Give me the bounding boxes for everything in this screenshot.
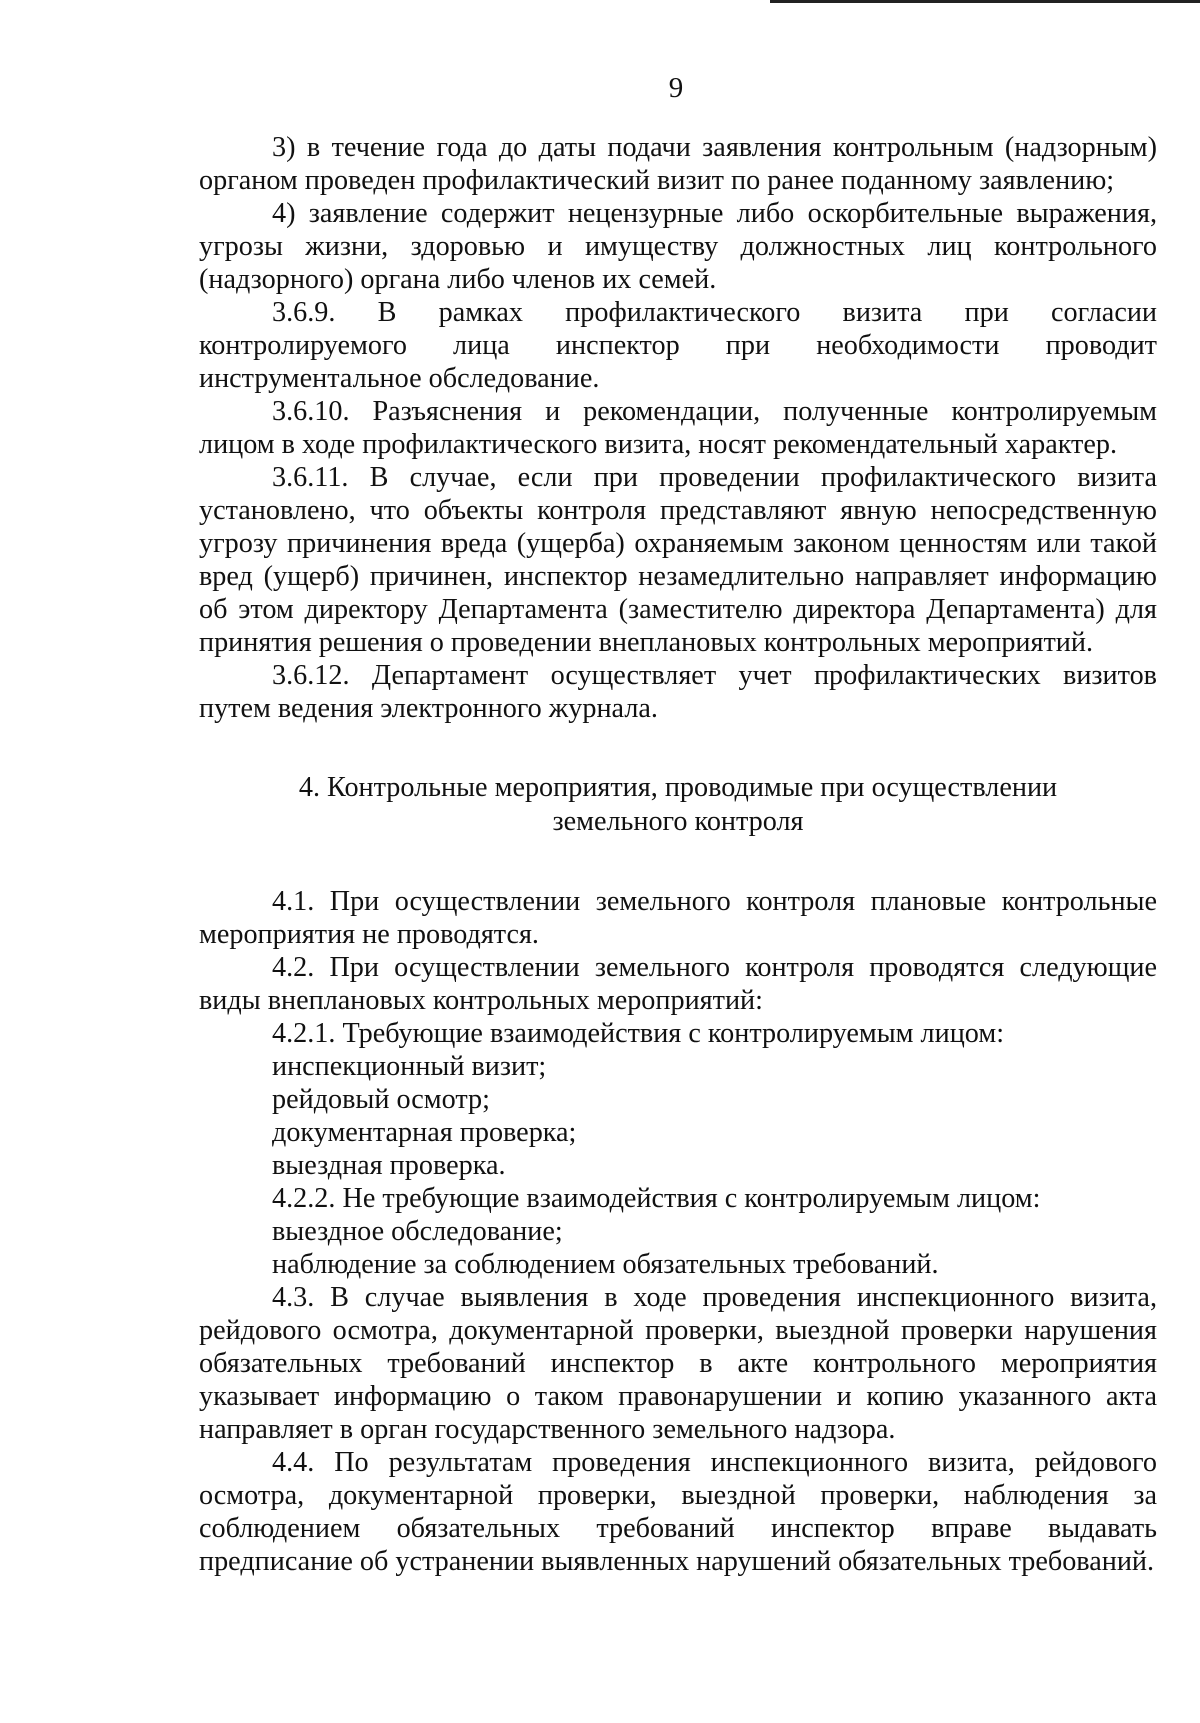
list-item-inspection-visit: инспекционный визит; bbox=[272, 1051, 547, 1082]
list-item-compliance-monitoring: наблюдение за соблюдением обязательных требований. bbox=[272, 1249, 939, 1280]
paragraph-3-6-10: 3.6.10. Разъяснения и рекомендации, полученные контролируемым лицом в ходе профилактического визита, носят рекомендательный характер. bbox=[199, 396, 1157, 460]
list-item-field-survey: выездное обследование; bbox=[272, 1216, 563, 1247]
list-item-documentary-check: документарная проверка; bbox=[272, 1117, 577, 1148]
page-number: 9 bbox=[668, 72, 684, 104]
paragraph-item-4: 4) заявление содержит нецензурные либо оскорбительные выражения, угрозы жизни, здоровью и имуществу должностных лиц контрольного (надзорного) органа либо членов их семей. bbox=[199, 198, 1157, 295]
section-4-heading-line-1: 4. Контрольные мероприятия, проводимые при осуществлении bbox=[298, 772, 1058, 803]
paragraph-3-6-12: 3.6.12. Департамент осуществляет учет профилактических визитов путем ведения электронного журнала. bbox=[199, 660, 1157, 724]
paragraph-3-6-11: 3.6.11. В случае, если при проведении профилактического визита установлено, что объекты контроля представляют явную непосредственную угрозу причинения вреда (ущерба) охраняемым законом ценностям или такой вред (ущерб) причинен, инспектор незамедлительно направляет информацию об этом директору Департамента (заместителю директора Департамента) для принятия решения о проведении внеплановых контрольных мероприятий. bbox=[199, 462, 1157, 658]
top-border-line bbox=[770, 0, 1200, 3]
paragraph-4-4: 4.4. По результатам проведения инспекционного визита, рейдового осмотра, документарной проверки, выездной проверки, наблюдения за соблюдением обязательных требований инспектор вправе выдавать предписание об устранении выявленных нарушений обязательных требований. bbox=[199, 1447, 1157, 1577]
paragraph-4-2: 4.2. При осуществлении земельного контроля проводятся следующие виды внеплановых контрольных мероприятий: bbox=[199, 952, 1157, 1016]
paragraph-4-2-2: 4.2.2. Не требующие взаимодействия с контролируемым лицом: bbox=[272, 1183, 1041, 1214]
paragraph-4-1: 4.1. При осуществлении земельного контроля плановые контрольные мероприятия не проводятся. bbox=[199, 886, 1157, 950]
paragraph-item-3: 3) в течение года до даты подачи заявления контрольным (надзорным) органом проведен профилактический визит по ранее поданному заявлению; bbox=[199, 132, 1157, 196]
section-4-heading-line-2: земельного контроля bbox=[552, 806, 804, 837]
list-item-raid-inspection: рейдовый осмотр; bbox=[272, 1084, 490, 1115]
document-body bbox=[199, 131, 1157, 1578]
list-item-field-check: выездная проверка. bbox=[272, 1150, 506, 1181]
paragraph-3-6-9: 3.6.9. В рамках профилактического визита при согласии контролируемого лица инспектор при необходимости проводит инструментальное обследование. bbox=[199, 297, 1157, 394]
paragraph-4-3: 4.3. В случае выявления в ходе проведения инспекционного визита, рейдового осмотра, документарной проверки, выездной проверки нарушения обязательных требований инспектор в акте контрольного мероприятия указывает информацию о таком правонарушении и копию указанного акта направляет в орган государственного земельного надзора. bbox=[199, 1282, 1157, 1445]
paragraph-4-2-1: 4.2.1. Требующие взаимодействия с контролируемым лицом: bbox=[272, 1018, 1005, 1049]
section-4-heading bbox=[199, 771, 1157, 839]
